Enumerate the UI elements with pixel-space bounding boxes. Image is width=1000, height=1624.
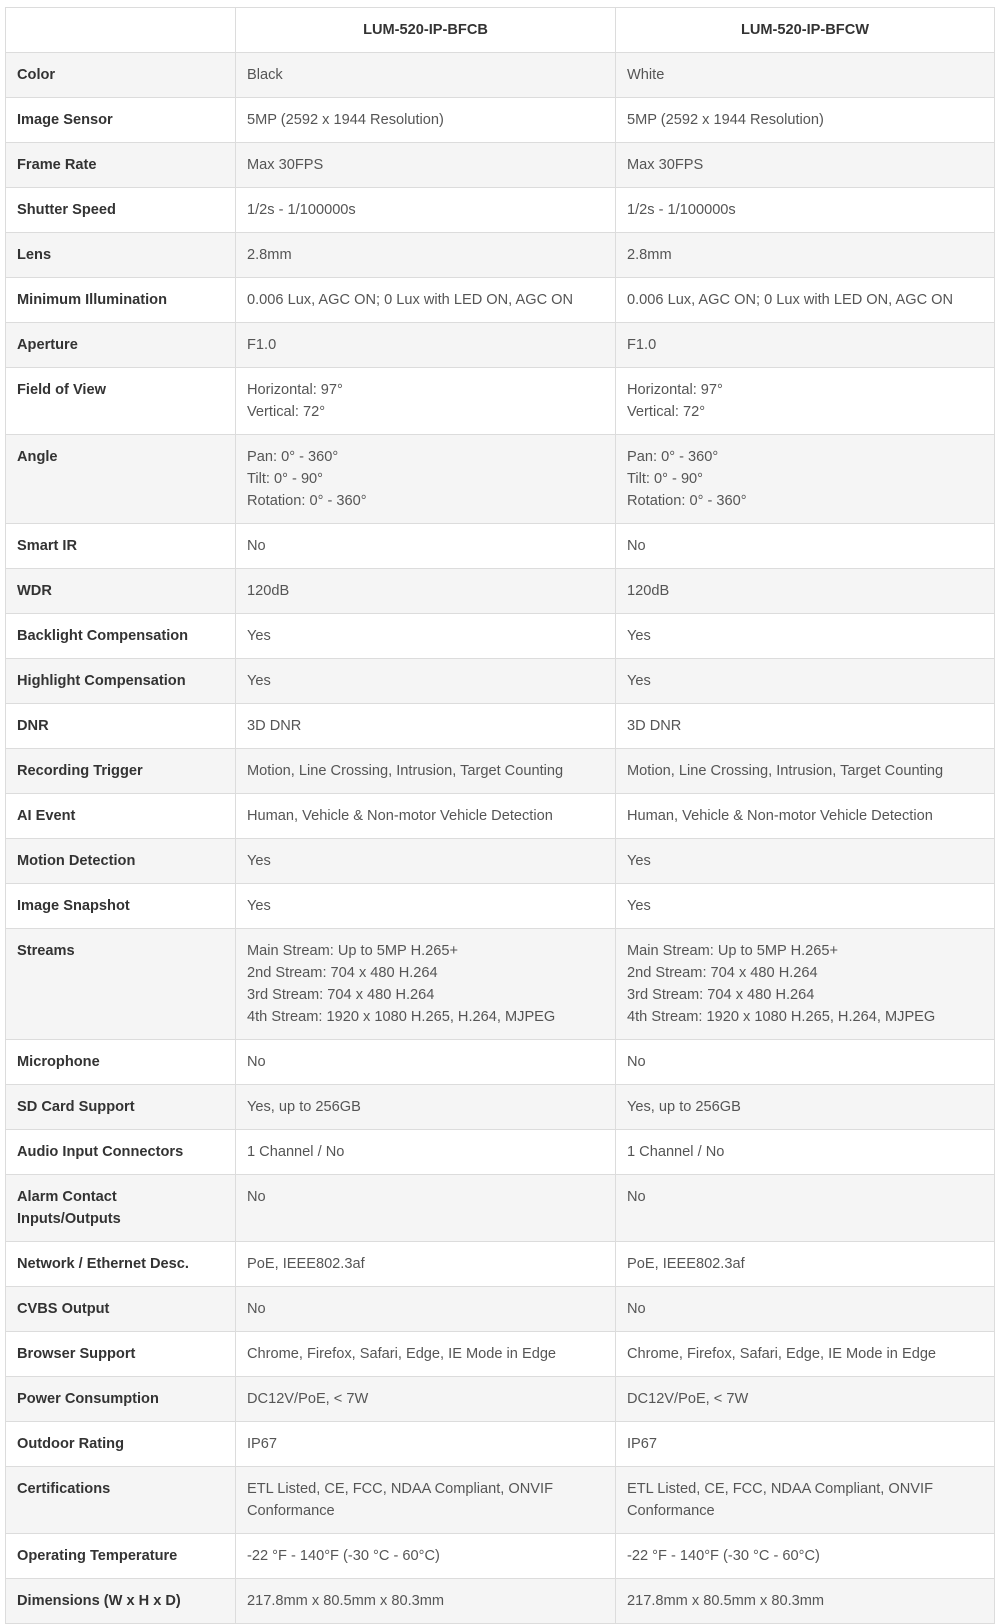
spec-label: Backlight Compensation [6,614,236,659]
spec-label: Network / Ethernet Desc. [6,1242,236,1287]
table-row [6,794,995,839]
spec-value-bfcb [236,1040,616,1085]
spec-value-bfcb [236,233,616,278]
spec-label: Frame Rate [6,143,236,188]
spec-label: Alarm Contact Inputs/Outputs [6,1175,236,1242]
spec-value-line: 2nd Stream: 704 x 480 H.264 [247,965,438,981]
spec-value-bfcw [616,884,995,929]
spec-value-line: ETL Listed, CE, FCC, NDAA Compliant, ONVIF [627,1481,934,1497]
table-row [6,704,995,749]
table-row [6,839,995,884]
spec-value-line: 5MP (2592 x 1944 Resolution) [247,112,444,128]
spec-value-bfcw [616,1534,995,1579]
table-row [6,1579,995,1624]
spec-value-bfcw [616,1175,995,1242]
spec-value-line: 120dB [627,583,670,599]
spec-value-bfcw [616,1130,995,1175]
spec-value-bfcw [616,1040,995,1085]
table-row [6,1175,995,1242]
spec-label: Certifications [6,1467,236,1534]
spec-label: Image Sensor [6,98,236,143]
spec-label: Minimum Illumination [6,278,236,323]
table-row [6,929,995,1040]
spec-value-bfcb [236,188,616,233]
table-row [6,1534,995,1579]
spec-value-bfcb [236,1467,616,1534]
spec-value-bfcw [616,53,995,98]
spec-value-line: No [247,1054,266,1070]
spec-label: AI Event [6,794,236,839]
spec-value-line: Yes [247,898,271,914]
spec-value-bfcb [236,614,616,659]
spec-value-line: Conformance [627,1503,715,1519]
header-row [6,8,995,53]
spec-value-line: PoE, IEEE802.3af [627,1256,745,1272]
spec-value-line: 4th Stream: 1920 x 1080 H.265, H.264, MJPEG [247,1009,556,1025]
spec-value-bfcb [236,368,616,435]
spec-value-bfcw [616,1422,995,1467]
table-row [6,1130,995,1175]
table-row [6,188,995,233]
spec-label: Browser Support [6,1332,236,1377]
spec-value-bfcw [616,659,995,704]
spec-value-bfcw [616,704,995,749]
spec-value-line: 3rd Stream: 704 x 480 H.264 [627,987,815,1003]
spec-value-bfcw [616,98,995,143]
table-row [6,749,995,794]
spec-value-line: F1.0 [627,337,657,353]
spec-value-bfcw [616,1332,995,1377]
table-header [6,8,995,53]
spec-value-line: Horizontal: 97° [247,382,343,398]
spec-value-line: ETL Listed, CE, FCC, NDAA Compliant, ONVIF [247,1481,554,1497]
spec-value-line: No [247,538,266,554]
spec-value-line: 4th Stream: 1920 x 1080 H.265, H.264, MJPEG [627,1009,936,1025]
spec-value-line: 3D DNR [627,718,682,734]
spec-value-line: 1/2s - 1/100000s [247,202,356,218]
spec-value-line: 1 Channel / No [247,1144,345,1160]
spec-value-bfcw [616,435,995,524]
spec-value-bfcw [616,233,995,278]
spec-value-line: 217.8mm x 80.5mm x 80.3mm [627,1593,825,1609]
spec-value-line: Yes [247,673,271,689]
spec-label: CVBS Output [6,1287,236,1332]
spec-label: Image Snapshot [6,884,236,929]
spec-label: Power Consumption [6,1377,236,1422]
spec-value-bfcb [236,1175,616,1242]
table-row [6,614,995,659]
spec-value-line: Main Stream: Up to 5MP H.265+ [627,943,839,959]
spec-value-bfcw [616,1377,995,1422]
spec-value-line: IP67 [627,1436,658,1452]
spec-value-line: IP67 [247,1436,278,1452]
spec-value-line: Yes [627,898,651,914]
spec-value-bfcb [236,929,616,1040]
spec-value-bfcw [616,794,995,839]
spec-value-line: Max 30FPS [627,157,704,173]
spec-comparison-table [5,7,995,1624]
spec-value-bfcb [236,794,616,839]
spec-value-bfcb [236,98,616,143]
spec-value-bfcb [236,884,616,929]
spec-value-bfcw [616,1579,995,1624]
spec-value-bfcb [236,143,616,188]
spec-label: WDR [6,569,236,614]
spec-label: Angle [6,435,236,524]
spec-value-line: No [627,538,646,554]
spec-value-bfcb [236,749,616,794]
spec-value-line: 2.8mm [627,247,672,263]
spec-value-bfcb [236,278,616,323]
spec-value-bfcb [236,53,616,98]
spec-value-line: No [627,1189,646,1205]
spec-label: Highlight Compensation [6,659,236,704]
spec-value-bfcb [236,524,616,569]
table-row [6,1040,995,1085]
spec-value-line: Yes [627,628,651,644]
spec-label: Outdoor Rating [6,1422,236,1467]
spec-value-line: White [627,67,665,83]
spec-value-line: Black [247,67,283,83]
spec-label: Motion Detection [6,839,236,884]
spec-value-line: Tilt: 0° - 90° [247,471,324,487]
spec-value-line: Yes, up to 256GB [247,1099,361,1115]
spec-value-line: 120dB [247,583,290,599]
table-row [6,233,995,278]
table-row [6,435,995,524]
spec-value-line: -22 °F - 140°F (-30 °C - 60°C) [247,1548,440,1564]
spec-value-line: Vertical: 72° [247,404,326,420]
spec-value-line: Horizontal: 97° [627,382,723,398]
spec-value-line: 3rd Stream: 704 x 480 H.264 [247,987,435,1003]
table-row [6,143,995,188]
spec-value-bfcb [236,1242,616,1287]
spec-value-line: Vertical: 72° [627,404,706,420]
spec-label: Shutter Speed [6,188,236,233]
spec-value-line: 217.8mm x 80.5mm x 80.3mm [247,1593,445,1609]
spec-value-bfcb [236,323,616,368]
spec-value-bfcw [616,188,995,233]
table-row [6,323,995,368]
spec-value-line: 1 Channel / No [627,1144,725,1160]
table-row [6,278,995,323]
spec-value-line: Yes [247,628,271,644]
spec-value-line: Rotation: 0° - 360° [627,493,747,509]
spec-value-bfcw [616,278,995,323]
spec-value-line: 2.8mm [247,247,292,263]
spec-label: Streams [6,929,236,1040]
spec-value-bfcb [236,1579,616,1624]
table-row [6,53,995,98]
table-row [6,1467,995,1534]
spec-value-line: No [627,1301,646,1317]
spec-value-line: No [247,1189,266,1205]
spec-value-line: -22 °F - 140°F (-30 °C - 60°C) [627,1548,820,1564]
spec-value-line: Yes, up to 256GB [627,1099,741,1115]
spec-value-bfcb [236,1534,616,1579]
spec-value-bfcb [236,839,616,884]
spec-value-line: Motion, Line Crossing, Intrusion, Target Counting [247,763,564,779]
spec-value-bfcw [616,749,995,794]
table-row [6,524,995,569]
spec-value-line: No [247,1301,266,1317]
spec-value-line: DC12V/PoE, < 7W [247,1391,369,1407]
spec-value-bfcw [616,524,995,569]
spec-value-line: PoE, IEEE802.3af [247,1256,365,1272]
spec-value-bfcb [236,1377,616,1422]
spec-value-line: Yes [627,673,651,689]
spec-label: Smart IR [6,524,236,569]
spec-value-line: Max 30FPS [247,157,324,173]
spec-value-bfcb [236,704,616,749]
spec-value-line: DC12V/PoE, < 7W [627,1391,749,1407]
spec-label: Lens [6,233,236,278]
header-model-bfcb: LUM-520-IP-BFCB [236,8,616,53]
spec-value-bfcw [616,839,995,884]
spec-value-line: No [627,1054,646,1070]
table-row [6,884,995,929]
spec-value-bfcb [236,1332,616,1377]
spec-label: Recording Trigger [6,749,236,794]
header-model-bfcw: LUM-520-IP-BFCW [616,8,995,53]
spec-value-line: Rotation: 0° - 360° [247,493,367,509]
table-row [6,368,995,435]
spec-label: Operating Temperature [6,1534,236,1579]
spec-value-line: Human, Vehicle & Non-motor Vehicle Detection [627,808,933,824]
spec-label: SD Card Support [6,1085,236,1130]
spec-value-line: Main Stream: Up to 5MP H.265+ [247,943,459,959]
spec-value-line: Tilt: 0° - 90° [627,471,704,487]
table-row [6,569,995,614]
spec-value-line: 0.006 Lux, AGC ON; 0 Lux with LED ON, AGC ON [627,292,954,308]
table-row [6,98,995,143]
spec-value-bfcw [616,368,995,435]
spec-value-bfcb [236,569,616,614]
spec-value-line: 3D DNR [247,718,302,734]
spec-value-bfcb [236,1422,616,1467]
spec-value-bfcw [616,1287,995,1332]
spec-value-bfcw [616,1085,995,1130]
table-row [6,659,995,704]
spec-value-bfcb [236,659,616,704]
spec-value-bfcw [616,1242,995,1287]
spec-value-line: Pan: 0° - 360° [247,449,339,465]
spec-value-line: F1.0 [247,337,277,353]
spec-value-line: Motion, Line Crossing, Intrusion, Target Counting [627,763,944,779]
table-row [6,1085,995,1130]
spec-value-line: Human, Vehicle & Non-motor Vehicle Detection [247,808,553,824]
spec-value-line: Yes [247,853,271,869]
spec-value-line: 0.006 Lux, AGC ON; 0 Lux with LED ON, AGC ON [247,292,574,308]
header-cell-empty [6,8,236,53]
spec-value-bfcw [616,143,995,188]
spec-label: DNR [6,704,236,749]
spec-label: Field of View [6,368,236,435]
spec-value-line: 1/2s - 1/100000s [627,202,736,218]
table-row [6,1332,995,1377]
table-row [6,1377,995,1422]
spec-value-bfcb [236,1085,616,1130]
spec-value-bfcw [616,569,995,614]
spec-value-bfcw [616,323,995,368]
spec-value-line: 2nd Stream: 704 x 480 H.264 [627,965,818,981]
spec-value-line: 5MP (2592 x 1944 Resolution) [627,112,824,128]
spec-label: Color [6,53,236,98]
spec-value-line: Chrome, Firefox, Safari, Edge, IE Mode in Edge [627,1346,937,1362]
spec-value-bfcw [616,1467,995,1534]
spec-label: Audio Input Connectors [6,1130,236,1175]
table-row [6,1242,995,1287]
spec-value-bfcw [616,614,995,659]
spec-label: Aperture [6,323,236,368]
table-row [6,1287,995,1332]
table-row [6,1422,995,1467]
spec-label: Microphone [6,1040,236,1085]
spec-value-line: Conformance [247,1503,335,1519]
spec-value-line: Chrome, Firefox, Safari, Edge, IE Mode in Edge [247,1346,557,1362]
spec-value-bfcb [236,435,616,524]
spec-value-bfcb [236,1130,616,1175]
spec-value-line: Yes [627,853,651,869]
spec-value-bfcb [236,1287,616,1332]
spec-value-bfcw [616,929,995,1040]
table-body [6,53,995,1624]
spec-value-line: Pan: 0° - 360° [627,449,719,465]
spec-label: Dimensions (W x H x D) [6,1579,236,1624]
